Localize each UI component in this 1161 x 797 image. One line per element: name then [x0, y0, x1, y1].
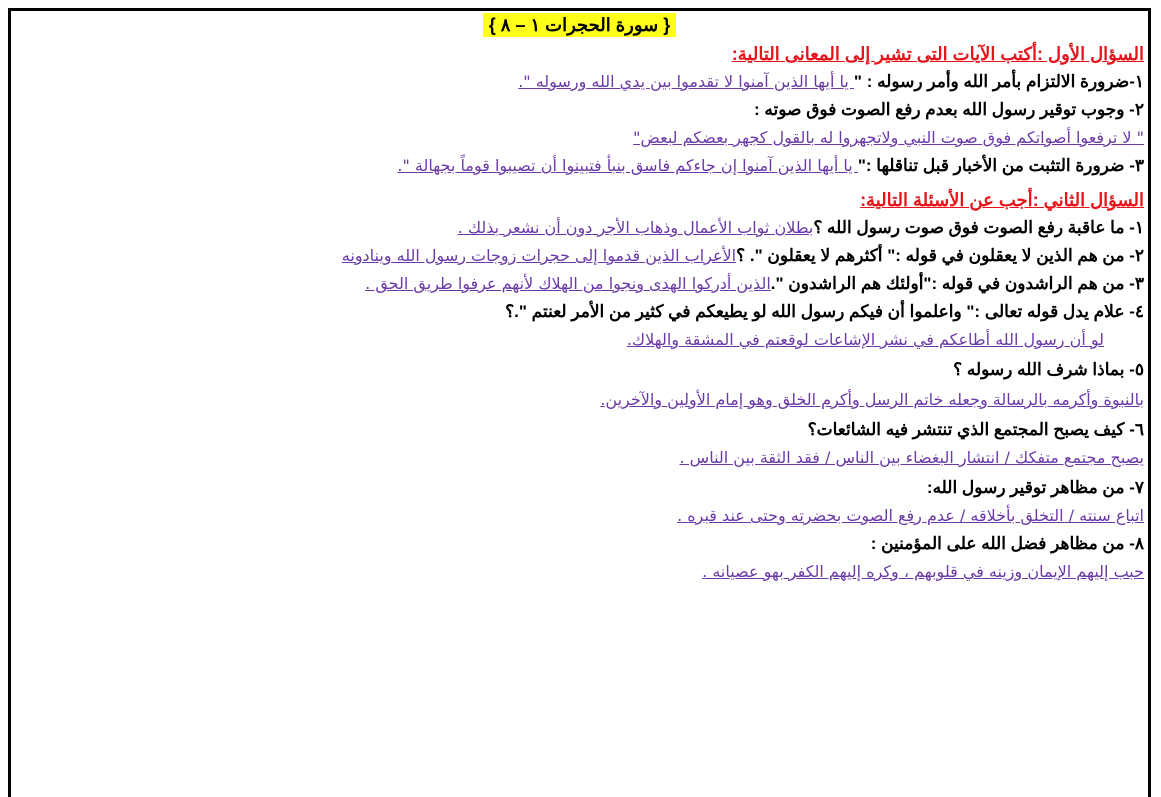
question-text: ٢- وجوب توقير رسول الله بعدم رفع الصوت فوق صوته :: [754, 100, 1144, 119]
section2-item-5-answer: [15, 387, 1144, 413]
worksheet-page: [8, 8, 1151, 797]
worksheet-title: { سورة الحجرات ١ – ٨ }: [483, 13, 677, 37]
section2-item-8-answer: [15, 559, 1144, 585]
answer-text: يا أيها الذين آمنوا لا تقدموا بين يدي الله ورسوله ".: [518, 72, 854, 91]
question-text: ١-ضرورة الالتزام بأمر الله وأمر رسوله : ": [853, 72, 1144, 91]
question-text: ٨- من مظاهر فضل الله على المؤمنين :: [870, 534, 1144, 553]
section2-item-2: [15, 243, 1144, 269]
answer-text: الذين أدركوا الهدى ونجوا من الهلاك لأنهم عرفوا طريق الحق .: [365, 274, 771, 293]
question-text: ٧- من مظاهر توقير رسول الله:: [926, 478, 1144, 497]
section2-item-8-question: [15, 531, 1144, 557]
answer-text: " لا ترفعوا أصواتكم فوق صوت النبي ولاتجهروا له بالقول كجهر بعضكم لبعض": [633, 128, 1144, 147]
question-text: ٣- من هم الراشدون في قوله :"أولئك هم الراشدون ".: [770, 274, 1144, 293]
section2-item-1: [15, 215, 1144, 241]
title-row: [15, 13, 1144, 39]
section1-item-2-answer: [15, 125, 1144, 151]
answer-text: بطلان ثواب الأعمال وذهاب الأجر دون أن نشعر بذلك .: [457, 218, 814, 237]
section1-heading-row: [15, 41, 1144, 67]
section2-item-7-answer: [15, 503, 1144, 529]
question-text: ٥- بماذا شرف الله رسوله ؟: [953, 360, 1144, 379]
section2-item-3: [15, 271, 1144, 297]
answer-text: بالنبوة وأكرمه بالرسالة وجعله خاتم الرسل وأكرم الخلق وهو إمام الأولين والآخرين.: [600, 390, 1144, 409]
question-text: ١- ما عاقبة رفع الصوت فوق صوت رسول الله ؟: [813, 218, 1144, 237]
section2-heading: السؤال الثاني :أجب عن الأسئلة التالية:: [860, 190, 1144, 210]
section1-item-1: [15, 69, 1144, 95]
section2-item-5-question: [15, 357, 1144, 383]
question-text: ٦- كيف يصبح المجتمع الذي تنتشر فيه الشائعات؟: [807, 420, 1144, 439]
section2-item-6-answer: [15, 445, 1144, 471]
answer-text: يصبح مجتمع متفكك / انتشار البغضاء بين الناس / فقد الثقة بين الناس .: [679, 448, 1144, 467]
section2-item-4-question: [15, 299, 1144, 325]
answer-text: الأعراب الذين قدموا إلى حجرات زوجات رسول الله وينادونه: [341, 246, 737, 265]
section1-heading: السؤال الأول :أكتب الآيات التى تشير إلى المعانى التالية:: [731, 44, 1144, 64]
question-text: ٢- من هم الذين لا يعقلون في قوله :" أكثرهم لا يعقلون ". ؟: [736, 246, 1144, 265]
question-text: ٤- علام يدل قوله تعالى :" واعلموا أن فيكم رسول الله لو يطيعكم في كثير من الأمر لعنتم ".؟: [505, 302, 1144, 321]
section1-item-2-question: [15, 97, 1144, 123]
question-text: ٣- ضرورة التثبت من الأخبار قبل تناقلها :": [857, 156, 1144, 175]
answer-text: يا أيها الذين آمنوا إن جاءكم فاسق بنبأ فتبينوا أن تصيبوا قوماً بجهالة ".: [397, 156, 858, 175]
answer-text: لو أن رسول الله أطاعكم في نشر الإشاعات لوقعتم في المشقة والهلاك.: [626, 330, 1104, 349]
section2-item-7-question: [15, 475, 1144, 501]
answer-text: اتباع سنته / التخلق بأخلاقه / عدم رفع الصوت بحضرته وحتى عند قبره .: [677, 506, 1144, 525]
section2-heading-row: [15, 187, 1144, 213]
section1-item-3: [15, 153, 1144, 179]
answer-text: حبب إليهم الإيمان وزينه في قلوبهم ، وكره إليهم الكفر بهو عصيانه .: [702, 562, 1144, 581]
section2-item-4-answer: [15, 327, 1144, 353]
section2-item-6-question: [15, 417, 1144, 443]
